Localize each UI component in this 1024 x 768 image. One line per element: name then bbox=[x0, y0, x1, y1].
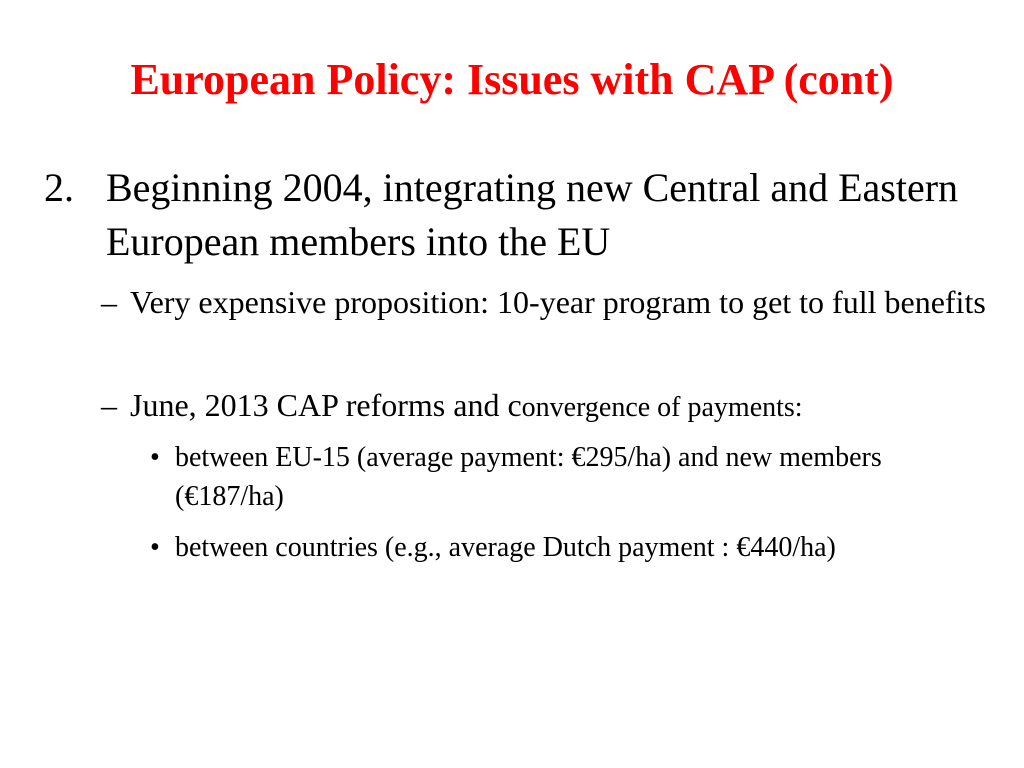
bullet-text: between countries (e.g., average Dutch payment : €440/ha) bbox=[175, 532, 836, 563]
subpoint-text: Very expensive proposition: 10-year program to get to full benefits bbox=[130, 284, 986, 320]
bullet-dot: • bbox=[150, 442, 160, 473]
point-number: 2. bbox=[44, 165, 74, 210]
slide-title: European Policy: Issues with CAP (cont) bbox=[130, 55, 894, 104]
bullet-dot: • bbox=[150, 532, 160, 563]
subpoint-cost bbox=[101, 279, 1001, 325]
bullet-eu15 bbox=[150, 438, 970, 516]
subpoint-text-main: June, 2013 CAP reforms and c bbox=[130, 387, 522, 423]
subpoint-dash: – bbox=[101, 387, 117, 423]
subpoint-text bbox=[130, 382, 1001, 431]
subpoint-reforms bbox=[101, 382, 1001, 431]
subpoint-dash: – bbox=[101, 284, 117, 320]
point-text: Beginning 2004, integrating new Central and Eastern European members into the EU bbox=[106, 165, 959, 264]
main-point bbox=[44, 161, 964, 269]
bullet-countries bbox=[150, 528, 970, 567]
subpoint-text-small: onvergence of payments: bbox=[521, 392, 803, 423]
bullet-text: between EU-15 (average payment: €295/ha) and new members (€187/ha) bbox=[175, 442, 882, 512]
